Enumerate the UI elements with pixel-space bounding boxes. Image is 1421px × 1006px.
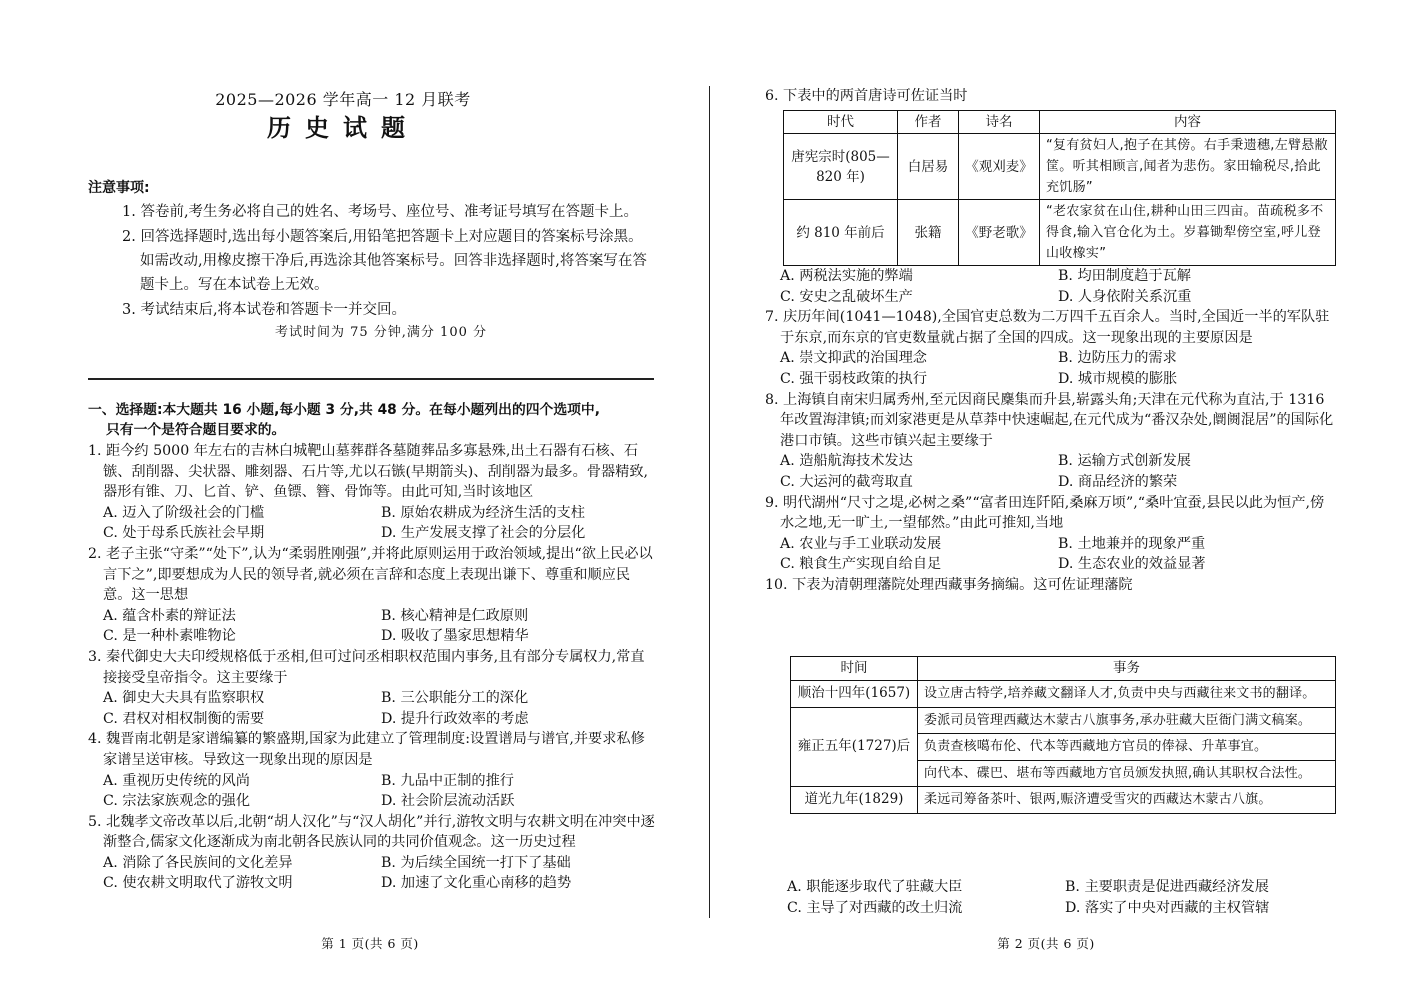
option: A. 蕴含朴素的辩证法	[103, 607, 236, 624]
table-cell: 唐宪宗时(805—820 年)	[784, 134, 898, 200]
table-header: 诗名	[959, 111, 1040, 134]
option: C. 使农耕文明取代了游牧文明	[103, 875, 293, 892]
option: A. 重视历史传统的风尚	[103, 772, 250, 789]
option: D. 生态农业的效益显著	[1058, 556, 1206, 573]
option: A. 消除了各民族间的文化差异	[103, 854, 293, 871]
option: C. 大运河的截弯取直	[780, 473, 913, 490]
table-header: 内容	[1040, 111, 1336, 134]
option: C. 君权对相权制衡的需要	[103, 710, 265, 727]
option: C. 是一种朴素唯物论	[103, 628, 236, 645]
table-cell: 柔远司筹备茶叶、银两,赈济遭受雪灾的西藏达木蒙古八旗。	[918, 787, 1336, 814]
exam-title: 2025—2026 学年高一 12 月联考	[215, 90, 471, 109]
exam-time: 考试时间为 75 分钟,满分 100 分	[274, 324, 488, 340]
table-cell: “老农家贫在山住,耕种山田三四亩。苗疏税多不得食,输入官仓化为土。岁暮锄犁傍空室,呼儿登山收橡实”	[1040, 200, 1336, 266]
question-6-options	[765, 266, 1337, 307]
question	[765, 493, 1337, 575]
option: A. 迈入了阶级社会的门槛	[103, 504, 265, 521]
option: C. 强干弱枝政策的执行	[780, 370, 928, 387]
table-cell: 雍正五年(1727)后	[791, 707, 918, 787]
question-10-options-wrap	[772, 877, 1338, 918]
table-cell: 《野老歌》	[959, 200, 1040, 266]
option: B. 边防压力的需求	[1058, 350, 1177, 367]
option: D. 城市规模的膨胀	[1058, 370, 1178, 387]
notice-heading: 注意事项:	[88, 180, 150, 196]
question	[88, 647, 656, 729]
option: B. 三公职能分工的深化	[381, 690, 529, 707]
question	[88, 441, 656, 544]
option: B. 运输方式创新发展	[1058, 453, 1191, 470]
table-cell: 《观刈麦》	[959, 134, 1040, 200]
table-cell: 白居易	[898, 134, 959, 200]
question-stem: 1. 距今约 5000 年左右的吉林白城靶山墓葬群各墓随葬品多寡悬殊,出土石器有石核、石镞、刮削器、尖状器、雕刻器、石片等,尤以石镞(早期箭头)、刮削器为最多。骨器精致,器形有锥、刀、匕首、铲、鱼镖、簪、骨饰等。由此可知,当时该地区	[88, 443, 649, 501]
notice-item: 2. 回答选择题时,选出每小题答案后,用铅笔把答题卡上对应题目的答案标号涂黑。如需改动,用橡皮擦干净后,再选涂其他答案标号。回答非选择题时,将答案写在答题卡上。写在本试卷上无效。	[122, 228, 647, 293]
question	[88, 812, 656, 894]
option: A. 崇文抑武的治国理念	[780, 350, 927, 367]
table-row	[791, 681, 1336, 708]
question	[88, 544, 656, 647]
question-stem: 6. 下表中的两首唐诗可佐证当时	[765, 88, 968, 104]
option: B. 为后续全国统一打下了基础	[381, 854, 571, 871]
option: D. 人身依附关系沉重	[1058, 288, 1192, 305]
question-stem: 8. 上海镇自南宋归属秀州,至元因商民麇集而升县,崭露头角;天津在元代称为直沽,于 1316 年改置海津镇;而刘家港更是从草莽中快速崛起,在元代成为“番汉杂处,阛阓混居”的国际化港口市镇。这些市镇兴起主要缘于	[765, 391, 1334, 449]
question-stem: 5. 北魏孝文帝改革以后,北朝“胡人汉化”与“汉人胡化”并行,游牧文明与农耕文明在冲突中逐渐整合,儒家文化逐渐成为南北朝各民族认同的共同价值观念。这一历史过程	[88, 813, 655, 851]
table-header: 事务	[918, 657, 1336, 681]
option: B. 均田制度趋于瓦解	[1058, 268, 1191, 284]
option: D. 社会阶层流动活跃	[381, 793, 515, 810]
question-6-stem-wrap	[765, 86, 1337, 107]
table-row	[791, 787, 1336, 814]
page-number: 第 1 页(共 6 页)	[321, 936, 419, 951]
option: A. 两税法实施的弊端	[780, 268, 913, 284]
question	[88, 729, 656, 811]
option: B. 核心精神是仁政原则	[381, 607, 529, 624]
table-row	[784, 134, 1336, 200]
table-header-row	[791, 657, 1336, 681]
page-number: 第 2 页(共 6 页)	[997, 936, 1095, 951]
table-row	[784, 200, 1336, 266]
question-list-page2	[765, 266, 1337, 596]
table-row	[791, 707, 1336, 734]
option: A. 造船航海技术发达	[780, 453, 913, 470]
option: D. 加速了文化重心南移的趋势	[381, 875, 572, 892]
question	[765, 307, 1337, 389]
option: A. 御史大夫具有监察职权	[103, 690, 265, 707]
section-heading	[88, 400, 654, 440]
question-stem: 2. 老子主张“守柔”“处下”,认为“柔弱胜刚强”,并将此原则运用于政治领域,提出“欲上民必以言下之”,即要想成为人民的领导者,就必须在言辞和态度上表现出谦下、尊重和顺应民意。这一思想	[88, 545, 653, 604]
option: B. 原始农耕成为经济生活的支柱	[381, 504, 585, 521]
option: B. 九品中正制的推行	[381, 772, 514, 789]
table-cell: 向代本、碟巴、堪布等西藏地方官员颁发执照,确认其职权合法性。	[918, 760, 1336, 787]
option: D. 吸收了墨家思想精华	[381, 628, 529, 645]
question-10-options	[772, 877, 1338, 918]
question-stem: 7. 庆历年间(1041—1048),全国官吏总数为二万四千五百余人。当时,全国近一半的军队驻于东京,而东京的官吏数量就占据了全国的四成。这一现象出现的主要原因是	[765, 309, 1330, 346]
table-cell: 张籍	[898, 200, 959, 266]
option: A. 农业与手工业联动发展	[780, 535, 942, 552]
option: C. 处于母系氏族社会早期	[103, 525, 265, 542]
section-heading-line: 一、选择题:本大题共 16 小题,每小题 3 分,共 48 分。在每小题列出的四个选项中,	[88, 402, 600, 418]
option: D. 商品经济的繁荣	[1058, 473, 1178, 490]
table-header: 时间	[791, 657, 918, 681]
table-cell: 道光九年(1829)	[791, 787, 918, 814]
table-cell: 设立唐古特学,培养藏文翻译人才,负责中央与西藏往来文书的翻译。	[918, 681, 1336, 708]
option: A. 职能逐步取代了驻藏大臣	[787, 879, 963, 895]
option: B. 主要职责是促进西藏经济发展	[1065, 879, 1269, 895]
question	[765, 390, 1337, 493]
subject-title: 历史试题	[267, 114, 419, 142]
table-cell: 委派司员管理西藏达木蒙古八旗事务,承办驻藏大臣衙门满文稿案。	[918, 707, 1336, 734]
notice-block	[88, 178, 654, 343]
notice-item: 3. 考试结束后,将本试卷和答题卡一并交回。	[122, 301, 407, 318]
table-header: 作者	[898, 111, 959, 134]
option: B. 土地兼并的现象严重	[1058, 535, 1206, 552]
question-6-table	[783, 110, 1336, 266]
table-cell: 约 810 年前后	[784, 200, 898, 266]
table-header-row	[784, 111, 1336, 134]
notice-item: 1. 答卷前,考生务必将自己的姓名、考场号、座位号、准考证号填写在答题卡上。	[122, 203, 639, 220]
question-10-table	[790, 656, 1336, 814]
section-heading-line: 只有一个是符合题目要求的。	[106, 422, 286, 438]
option: C. 粮食生产实现自给自足	[780, 556, 942, 573]
notice-divider	[88, 378, 654, 380]
column-divider	[709, 86, 710, 918]
option: D. 生产发展支撑了社会的分层化	[381, 525, 586, 542]
question-stem: 10. 下表为清朝理藩院处理西藏事务摘编。这可佐证理藩院	[765, 576, 1133, 593]
option: C. 安史之乱破坏生产	[780, 288, 913, 305]
option: C. 主导了对西藏的改土归流	[787, 899, 963, 916]
option: C. 宗法家族观念的强化	[103, 793, 251, 810]
question-stem: 4. 魏晋南北朝是家谱编纂的繁盛期,国家为此建立了管理制度:设置谱局与谱官,并要求私修家谱呈送审核。导致这一现象出现的原因是	[88, 731, 645, 768]
table-cell: “复有贫妇人,抱子在其傍。右手秉遗穗,左臂悬敝筐。听其相顾言,闻者为悲伤。家田输税尽,拾此充饥肠”	[1040, 134, 1336, 200]
question-stem: 9. 明代湖州“尺寸之堤,必树之桑”“富者田连阡陌,桑麻万顷”,“桑叶宜蚕,县民以此为恒产,傍水之地,无一旷土,一望郁然。”由此可推知,当地	[765, 494, 1325, 532]
table-cell: 负责查核噶布伦、代本等西藏地方官员的俸禄、升革事宜。	[918, 734, 1336, 761]
question-list-page1	[88, 441, 656, 894]
table-header: 时代	[784, 111, 898, 134]
table-cell: 顺治十四年(1657)	[791, 681, 918, 708]
option: D. 提升行政效率的考虑	[381, 710, 529, 727]
question-stem: 3. 秦代御史大夫印绶规格低于丞相,但可过问丞相职权范围内事务,且有部分专属权力,常直接接受皇帝指令。这主要缘于	[88, 648, 645, 686]
option: D. 落实了中央对西藏的主权管辖	[1065, 899, 1270, 916]
